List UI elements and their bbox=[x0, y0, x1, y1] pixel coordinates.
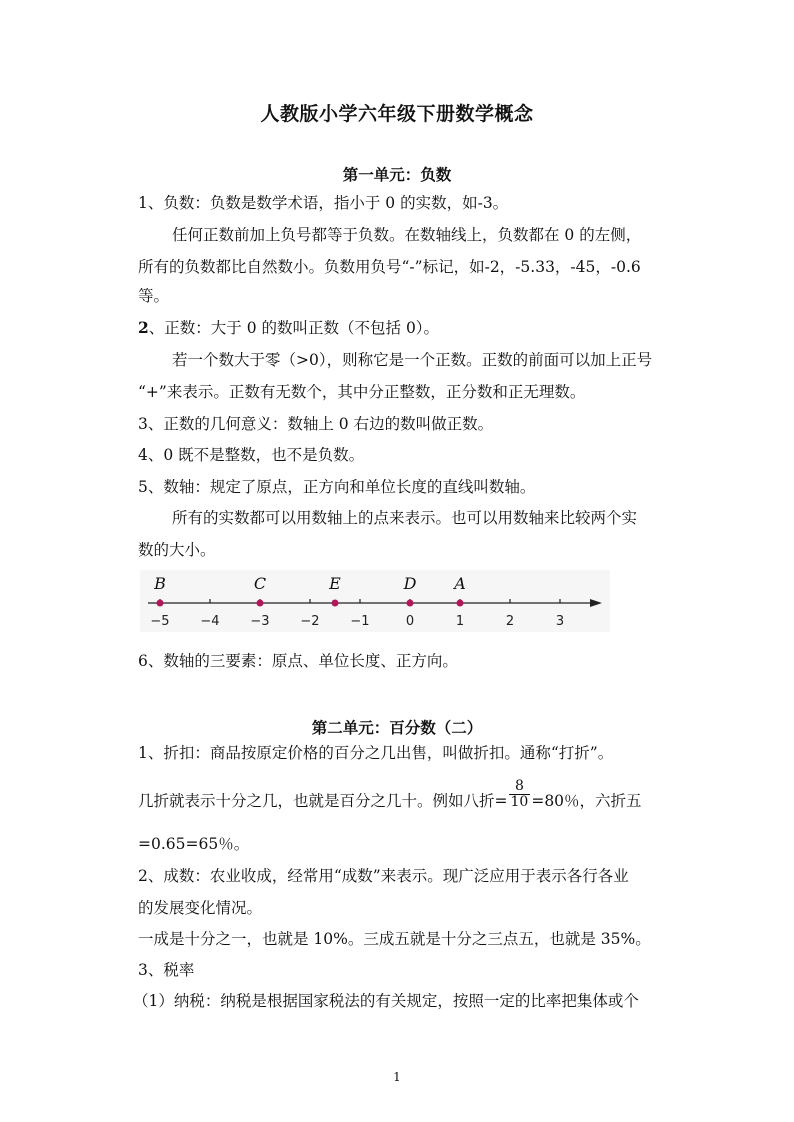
unit1-item2-detail-2: “+”来表示。正数有无数个，其中分正整数，正分数和正无理数。 bbox=[138, 383, 586, 401]
unit2-item3: 3、税率 bbox=[138, 961, 195, 979]
number-line-tick-label: −4 bbox=[200, 614, 220, 629]
unit2-item2: 2、成数：农业收成，经常用“成数”来表示。现广泛应用于表示各行各业 bbox=[138, 867, 629, 885]
number-line-point-label: C bbox=[253, 574, 267, 593]
number-line-tick-label: 1 bbox=[455, 614, 465, 629]
unit1-item1-detail: 任何正数前加上负号都等于负数。在数轴线上，负数都在 0 的左侧， bbox=[172, 226, 642, 244]
unit2-heading: 第二单元：百分数（二） bbox=[311, 718, 483, 737]
unit1-item2-text: 、正数：大于 0 的数叫正数（不包括 0）。 bbox=[148, 319, 440, 337]
number-line-point bbox=[157, 600, 164, 607]
unit2-item2-detail-2: 一成是十分之一，也就是 10%。三成五就是十分之三点五，也就是 35%。 bbox=[138, 930, 651, 948]
unit2-item3-detail: （1）纳税：纳税是根据国家税法的有关规定，按照一定的比率把集体或个 bbox=[133, 992, 639, 1010]
unit2-item1-detail bbox=[138, 777, 642, 810]
number-line-point bbox=[457, 600, 464, 607]
number-line-tick-label: 2 bbox=[505, 614, 515, 629]
unit1-item6: 6、数轴的三要素：原点、单位长度、正方向。 bbox=[138, 652, 458, 670]
unit1-heading: 第一单元：负数 bbox=[342, 165, 452, 184]
unit2-item1-detail-post: =80％，六折五 bbox=[531, 792, 642, 810]
number-line-tick-label: −1 bbox=[350, 614, 370, 629]
unit2-item1: 1、折扣：商品按原定价格的百分之几出售，叫做折扣。通称“打折”。 bbox=[138, 744, 614, 762]
fraction-numerator: 8 bbox=[509, 779, 531, 795]
unit2-item1-detail-2: =0.65=65％。 bbox=[138, 835, 250, 853]
document-title: 人教版小学六年级下册数学概念 bbox=[260, 103, 534, 125]
page-number: 1 bbox=[393, 1070, 401, 1084]
unit1-item2-detail: 若一个数大于零（>0），则称它是一个正数。正数的前面可以加上正号 bbox=[172, 351, 653, 369]
unit1-item2-number: 2 bbox=[138, 318, 149, 337]
unit2-item2-detail: 的发展变化情况。 bbox=[138, 899, 263, 917]
number-line-point-label: B bbox=[154, 574, 166, 593]
unit1-item4: 4、0 既不是整数，也不是负数。 bbox=[138, 446, 365, 464]
unit1-item2 bbox=[138, 320, 439, 337]
number-line-tick-label: −3 bbox=[250, 614, 270, 629]
number-line-svg bbox=[140, 570, 610, 632]
unit1-item3: 3、正数的几何意义：数轴上 0 右边的数叫做正数。 bbox=[138, 415, 494, 433]
number-line-tick-label: −5 bbox=[150, 614, 170, 629]
unit1-item5: 5、数轴：规定了原点，正方向和单位长度的直线叫数轴。 bbox=[138, 478, 536, 496]
number-line-figure bbox=[140, 570, 610, 632]
unit1-item1: 1、负数：负数是数学术语，指小于 0 的实数，如-3。 bbox=[138, 194, 509, 212]
number-line-point bbox=[257, 600, 264, 607]
number-line-point-label: D bbox=[403, 574, 417, 593]
unit2-item1-detail-pre: 几折就表示十分之几，也就是百分之几十。例如八折= bbox=[138, 792, 508, 810]
unit1-item5-detail-2: 数的大小。 bbox=[138, 541, 216, 559]
number-line-tick-label: 0 bbox=[405, 614, 415, 629]
number-line-point-label: E bbox=[329, 574, 341, 593]
number-line-point bbox=[407, 600, 414, 607]
number-line-tick-label: −2 bbox=[300, 614, 320, 629]
number-line-tick-label: 3 bbox=[555, 614, 565, 629]
fraction-denominator: 10 bbox=[510, 793, 529, 810]
number-line-point-label: A bbox=[454, 574, 466, 593]
number-line-arrow bbox=[590, 599, 602, 607]
unit1-item1-detail-2: 所有的负数都比自然数小。负数用负号“-”标记，如-2，-5.33，-45，-0.6 bbox=[138, 258, 641, 276]
unit1-item1-detail-3: 等。 bbox=[138, 287, 170, 305]
unit1-item5-detail: 所有的实数都可以用数轴上的点来表示。也可以用数轴来比较两个实 bbox=[172, 509, 638, 527]
number-line-point bbox=[332, 600, 339, 607]
fraction-eight-tenths bbox=[509, 779, 531, 809]
